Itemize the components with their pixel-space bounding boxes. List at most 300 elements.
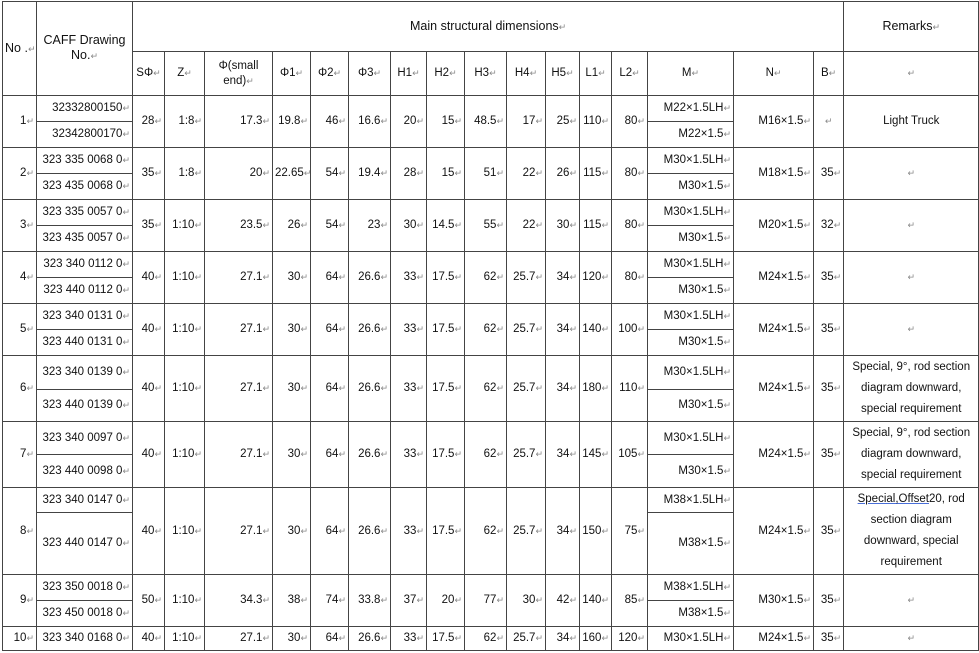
drawing-no-right-text: 323 440 0098 0: [42, 464, 123, 477]
paragraph-mark: ↵: [833, 449, 842, 459]
cell-phi3: [349, 200, 391, 252]
cell-phi: [205, 252, 273, 304]
cell-phi2: [311, 304, 349, 356]
paragraph-mark: ↵: [454, 633, 462, 643]
cell-m-lh: [648, 252, 734, 278]
header-remarks: Remarks↵: [844, 2, 979, 52]
paragraph-mark: ↵: [300, 116, 308, 126]
cell-b: [814, 488, 844, 575]
header-drawing-no: CAFF Drawing No.↵: [37, 2, 133, 96]
paragraph-mark: ↵: [122, 400, 130, 410]
header-l2: L2↵: [612, 52, 648, 96]
cell-n: [734, 488, 814, 575]
cell-remark-text: Special, 9°, rod section diagram downward, special requirement: [852, 427, 971, 481]
cell-h4-text: 25.7: [513, 271, 536, 283]
cell-l2-text: 75: [624, 524, 638, 537]
cell-l1-text: 160: [582, 632, 602, 644]
table-row: [3, 304, 979, 330]
cell-phi: [205, 200, 273, 252]
paragraph-mark: ↵: [122, 103, 130, 113]
paragraph-mark: ↵: [803, 383, 811, 393]
row-number-text: 7: [20, 448, 27, 460]
header-h3: H3↵: [465, 52, 507, 96]
cell-h2: [427, 200, 465, 252]
cell-m-lh-text: M30×1.5LH: [663, 310, 724, 322]
cell-l2: [612, 627, 648, 651]
paragraph-mark: ↵: [300, 324, 308, 334]
cell-n-text: M16×1.5: [758, 115, 804, 127]
paragraph-mark: ↵: [338, 168, 346, 178]
paragraph-mark: ↵: [454, 324, 462, 334]
dimensions-table: [2, 1, 979, 651]
paragraph-mark: ↵: [416, 220, 424, 230]
table-row: [3, 627, 979, 651]
paragraph-mark: ↵: [535, 324, 543, 334]
paragraph-mark: ↵: [338, 220, 346, 230]
row-number-text: 3: [20, 219, 27, 231]
paragraph-mark: ↵: [338, 383, 346, 393]
cell-h2: [427, 627, 465, 651]
paragraph-mark: ↵: [907, 168, 915, 178]
cell-m-lh: [648, 96, 734, 122]
cell-phi3-text: 26.6: [358, 448, 381, 460]
cell-h5-text: 26: [556, 167, 570, 179]
cell-phi1-text: 19.8: [278, 115, 301, 127]
cell-sphi: [133, 200, 165, 252]
row-number: [3, 252, 37, 304]
paragraph-mark: ↵: [723, 633, 731, 643]
cell-h4-text: 22: [522, 167, 536, 179]
paragraph-mark: ↵: [122, 207, 130, 217]
cell-b-text: 35: [820, 323, 834, 335]
drawing-no-left-text: 323 350 0018 0: [42, 581, 123, 593]
paragraph-mark: ↵: [601, 383, 609, 393]
drawing-no-right: [37, 330, 133, 356]
paragraph-mark: ↵: [803, 272, 811, 282]
cell-m-lh-text: M30×1.5LH: [663, 632, 724, 644]
cell-sphi-text: 40: [141, 323, 155, 335]
cell-h4-text: 25.7: [513, 524, 536, 537]
cell-h3-text: 77: [483, 594, 497, 606]
cell-h5: [546, 627, 580, 651]
drawing-no-right: [37, 513, 133, 575]
table-row: [3, 148, 979, 174]
cell-l1-text: 115: [583, 167, 602, 179]
paragraph-mark: ↵: [300, 525, 308, 536]
cell-remark: [844, 252, 979, 304]
paragraph-mark: ↵: [416, 595, 424, 605]
paragraph-mark: ↵: [723, 103, 731, 113]
cell-b-text: 35: [820, 382, 834, 394]
cell-phi1: [273, 575, 311, 627]
paragraph-mark: ↵: [803, 116, 811, 126]
paragraph-mark: ↵: [833, 272, 842, 282]
paragraph-mark: ↵: [833, 595, 842, 605]
paragraph-mark: ↵: [122, 582, 130, 592]
paragraph-mark: ↵: [601, 220, 609, 230]
paragraph-mark: ↵: [454, 449, 462, 459]
paragraph-mark: ↵: [380, 220, 388, 230]
cell-l1: [580, 200, 612, 252]
drawing-no-left-text: 323 335 0057 0: [42, 206, 123, 218]
cell-h5: [546, 304, 580, 356]
cell-phi1-text: 38: [287, 594, 301, 606]
paragraph-mark: ↵: [194, 324, 202, 334]
cell-phi2-text: 64: [325, 632, 339, 644]
cell-h3: [465, 488, 507, 575]
drawing-no-right: [37, 390, 133, 422]
cell-h2-text: 15: [441, 167, 455, 179]
paragraph-mark: ↵: [26, 220, 34, 230]
cell-phi: [205, 96, 273, 148]
drawing-no-right-text: 323 440 0139 0: [42, 399, 123, 411]
cell-h5: [546, 252, 580, 304]
drawing-no-left-text: 323 340 0147 0: [42, 493, 123, 506]
cell-m-text: M30×1.5: [678, 336, 724, 348]
cell-m: [648, 601, 734, 627]
paragraph-mark: ↵: [262, 220, 270, 230]
cell-phi3-text: 23: [367, 219, 381, 231]
cell-h3-text: 62: [483, 382, 497, 394]
cell-h5-text: 42: [556, 594, 570, 606]
cell-m: [648, 390, 734, 422]
paragraph-mark: ↵: [907, 272, 915, 282]
cell-remark: [844, 627, 979, 651]
header-n: N↵: [734, 52, 814, 96]
paragraph-mark: ↵: [907, 595, 915, 605]
cell-m-text: M30×1.5: [678, 464, 724, 477]
cell-remark: [844, 422, 979, 488]
row-number-text: 5: [20, 323, 27, 335]
row-number: [3, 488, 37, 575]
paragraph-mark: ↵: [194, 272, 202, 282]
paragraph-mark: ↵: [601, 168, 609, 178]
cell-phi-text: 27.1: [240, 448, 263, 460]
drawing-no-left: [37, 422, 133, 455]
cell-h5-text: 30: [556, 219, 570, 231]
cell-h1: [391, 148, 427, 200]
cell-m-lh-text: M30×1.5LH: [663, 206, 724, 218]
cell-h3: [465, 304, 507, 356]
paragraph-mark: ↵: [122, 129, 130, 139]
cell-h3: [465, 575, 507, 627]
paragraph-mark: ↵: [496, 595, 504, 605]
cell-sphi-text: 40: [141, 382, 155, 394]
cell-h4-text: 17: [522, 115, 536, 127]
cell-h2-text: 17.5: [432, 524, 455, 537]
cell-h4-text: 25.7: [513, 632, 536, 644]
cell-phi3: [349, 422, 391, 488]
paragraph-mark: ↵: [569, 168, 577, 178]
paragraph-mark: ↵: [496, 449, 504, 459]
paragraph-mark: ↵: [496, 383, 504, 393]
header-l1: L1↵: [580, 52, 612, 96]
drawing-no-left-text: 32332800150: [52, 102, 123, 114]
cell-n: [734, 252, 814, 304]
paragraph-mark: ↵: [122, 538, 130, 548]
row-number-text: 2: [20, 167, 27, 179]
paragraph-mark: ↵: [601, 116, 609, 126]
cell-b: [814, 422, 844, 488]
cell-h2: [427, 96, 465, 148]
cell-b-text: 35: [820, 167, 834, 179]
paragraph-mark: ↵: [496, 272, 504, 282]
cell-h1: [391, 575, 427, 627]
cell-h5-text: 34: [556, 382, 570, 394]
paragraph-mark: ↵: [907, 220, 915, 230]
drawing-no-right-text: 323 450 0018 0: [42, 607, 123, 619]
cell-l2-text: 80: [624, 271, 638, 283]
cell-l2-text: 80: [624, 167, 638, 179]
cell-phi: [205, 148, 273, 200]
cell-phi-text: 17.3: [240, 115, 263, 127]
cell-h3: [465, 96, 507, 148]
paragraph-mark: ↵: [803, 525, 811, 536]
cell-l2: [612, 96, 648, 148]
paragraph-mark: ↵: [454, 595, 462, 605]
header-remarks-empty: ↵: [844, 52, 979, 96]
cell-h4: [507, 627, 546, 651]
cell-phi2: [311, 627, 349, 651]
paragraph-mark: ↵: [194, 449, 202, 459]
cell-h2: [427, 252, 465, 304]
paragraph-mark: ↵: [723, 259, 731, 269]
paragraph-mark: ↵: [122, 311, 130, 321]
cell-sphi: [133, 96, 165, 148]
cell-h2-text: 15: [441, 115, 455, 127]
drawing-no-left: [37, 488, 133, 513]
cell-phi2-text: 64: [325, 271, 339, 283]
paragraph-mark: ↵: [535, 116, 543, 126]
cell-h3-text: 55: [483, 219, 497, 231]
row-number-text: 6: [20, 382, 27, 394]
row-number-text: 9: [20, 594, 27, 606]
cell-l1: [580, 148, 612, 200]
cell-m-lh-text: M22×1.5LH: [663, 102, 724, 114]
paragraph-mark: ↵: [122, 367, 130, 377]
cell-phi3-text: 33.8: [358, 594, 381, 606]
remark-text: 20, rod section diagram downward, special requirement: [863, 493, 965, 568]
paragraph-mark: ↵: [380, 595, 388, 605]
drawing-no-right: [37, 226, 133, 252]
cell-phi3-text: 26.6: [358, 632, 381, 644]
cell-h1: [391, 304, 427, 356]
cell-remark: [844, 488, 979, 575]
cell-h4: [507, 304, 546, 356]
paragraph-mark: ↵: [380, 116, 388, 126]
cell-sphi-text: 40: [141, 524, 155, 537]
cell-phi1-text: 30: [287, 271, 301, 283]
cell-h5-text: 34: [556, 448, 570, 460]
cell-h1-text: 37: [403, 594, 417, 606]
cell-phi1-text: 30: [287, 323, 301, 335]
cell-remark: [844, 96, 979, 148]
paragraph-mark: ↵: [26, 324, 34, 334]
cell-sphi-text: 35: [141, 219, 155, 231]
cell-h1-text: 20: [403, 115, 417, 127]
paragraph-mark: ↵: [454, 272, 462, 282]
cell-h5: [546, 96, 580, 148]
paragraph-mark: ↵: [154, 633, 162, 643]
cell-h1-text: 33: [403, 323, 417, 335]
paragraph-mark: ↵: [154, 220, 162, 230]
paragraph-mark: ↵: [723, 233, 731, 243]
paragraph-mark: ↵: [194, 220, 202, 230]
paragraph-mark: ↵: [723, 465, 731, 476]
paragraph-mark: ↵: [601, 525, 609, 536]
paragraph-mark: ↵: [569, 633, 577, 643]
cell-b-text: 35: [820, 594, 834, 606]
drawing-no-right-text: 323 435 0057 0: [42, 232, 123, 244]
paragraph-mark: ↵: [154, 168, 162, 178]
cell-h2: [427, 422, 465, 488]
paragraph-mark: ↵: [833, 383, 842, 393]
cell-h5: [546, 575, 580, 627]
cell-phi1: [273, 200, 311, 252]
cell-h4: [507, 148, 546, 200]
cell-m: [648, 174, 734, 200]
paragraph-mark: ↵: [416, 116, 424, 126]
paragraph-mark: ↵: [803, 220, 811, 230]
paragraph-mark: ↵: [380, 272, 388, 282]
row-number: [3, 96, 37, 148]
cell-m-text: M38×1.5: [678, 537, 724, 549]
paragraph-mark: ↵: [535, 383, 543, 393]
cell-phi3: [349, 575, 391, 627]
cell-m-lh: [648, 627, 734, 651]
cell-l2-text: 105: [618, 448, 638, 460]
cell-z-text: 1:8: [178, 115, 195, 127]
cell-phi1-text: 30: [287, 632, 301, 644]
cell-phi1: [273, 304, 311, 356]
cell-m: [648, 513, 734, 575]
paragraph-mark: ↵: [416, 324, 424, 334]
paragraph-mark: ↵: [723, 582, 731, 592]
paragraph-mark: ↵: [637, 272, 645, 282]
header-phi1: Φ1↵: [273, 52, 311, 96]
cell-m: [648, 455, 734, 488]
cell-h1: [391, 627, 427, 651]
paragraph-mark: ↵: [338, 324, 346, 334]
cell-l2: [612, 356, 648, 422]
paragraph-mark: ↵: [454, 116, 462, 126]
cell-sphi: [133, 304, 165, 356]
paragraph-mark: ↵: [26, 525, 34, 536]
paragraph-mark: ↵: [300, 633, 308, 643]
cell-h5: [546, 356, 580, 422]
cell-z-text: 1:8: [178, 167, 195, 179]
cell-h2: [427, 575, 465, 627]
cell-phi2-text: 74: [325, 594, 339, 606]
cell-h1-text: 33: [403, 448, 417, 460]
row-number: [3, 422, 37, 488]
cell-l1: [580, 627, 612, 651]
cell-h1-text: 33: [403, 632, 417, 644]
cell-h3: [465, 422, 507, 488]
cell-sphi-text: 40: [141, 632, 155, 644]
drawing-no-right: [37, 601, 133, 627]
header-phi-small-end: Φ(small end)↵: [205, 52, 273, 96]
cell-h4: [507, 96, 546, 148]
cell-sphi-text: 40: [141, 448, 155, 460]
cell-phi2-text: 54: [325, 167, 339, 179]
paragraph-mark: ↵: [833, 220, 842, 230]
paragraph-mark: ↵: [380, 324, 388, 334]
cell-b: [814, 96, 844, 148]
cell-z-text: 1:10: [172, 594, 195, 606]
cell-n: [734, 148, 814, 200]
cell-phi3: [349, 96, 391, 148]
cell-h3-text: 62: [483, 271, 497, 283]
cell-z: [165, 356, 205, 422]
cell-n-text: M24×1.5: [758, 632, 804, 644]
cell-n-text: M24×1.5: [758, 448, 804, 460]
cell-phi3: [349, 148, 391, 200]
paragraph-mark: ↵: [416, 633, 424, 643]
paragraph-mark: ↵: [338, 595, 346, 605]
cell-l1-text: 180: [582, 382, 602, 394]
paragraph-mark: ↵: [338, 633, 346, 643]
paragraph-mark: ↵: [637, 383, 645, 393]
cell-b-text: 35: [820, 448, 834, 460]
cell-z-text: 1:10: [172, 524, 195, 537]
cell-h1-text: 33: [403, 271, 417, 283]
cell-phi2-text: 64: [325, 323, 339, 335]
table-row: [3, 96, 979, 122]
cell-l2-text: 100: [618, 323, 638, 335]
cell-h2-text: 17.5: [432, 271, 455, 283]
row-number: [3, 356, 37, 422]
paragraph-mark: ↵: [26, 633, 34, 643]
paragraph-mark: ↵: [194, 383, 202, 393]
cell-phi: [205, 575, 273, 627]
paragraph-mark: ↵: [637, 449, 645, 459]
paragraph-mark: ↵: [154, 449, 162, 459]
cell-phi2: [311, 200, 349, 252]
cell-h1: [391, 200, 427, 252]
cell-m-text: M22×1.5: [678, 128, 724, 140]
cell-m-text: M30×1.5: [678, 232, 724, 244]
cell-l1: [580, 488, 612, 575]
cell-h3: [465, 148, 507, 200]
paragraph-mark: ↵: [833, 168, 842, 178]
paragraph-mark: ↵: [262, 383, 270, 393]
cell-h2-text: 17.5: [432, 382, 455, 394]
cell-m: [648, 122, 734, 148]
drawing-no-left-text: 323 340 0097 0: [42, 431, 123, 444]
cell-h1-text: 33: [403, 382, 417, 394]
paragraph-mark: ↵: [416, 168, 424, 178]
cell-m-text: M30×1.5: [678, 284, 724, 296]
paragraph-mark: ↵: [535, 168, 543, 178]
cell-h1-text: 33: [403, 524, 417, 537]
paragraph-mark: ↵: [803, 449, 811, 459]
cell-b-text: 32: [820, 219, 834, 231]
cell-h4: [507, 252, 546, 304]
paragraph-mark: ↵: [300, 272, 308, 282]
cell-n-text: M18×1.5: [758, 167, 804, 179]
cell-z: [165, 488, 205, 575]
cell-b: [814, 200, 844, 252]
cell-phi-text: 34.3: [240, 594, 263, 606]
cell-m-lh: [648, 148, 734, 174]
paragraph-mark: ↵: [496, 116, 504, 126]
paragraph-mark: ↵: [637, 168, 645, 178]
cell-sphi: [133, 148, 165, 200]
drawing-no-right: [37, 278, 133, 304]
cell-sphi: [133, 252, 165, 304]
paragraph-mark: ↵: [723, 538, 731, 548]
